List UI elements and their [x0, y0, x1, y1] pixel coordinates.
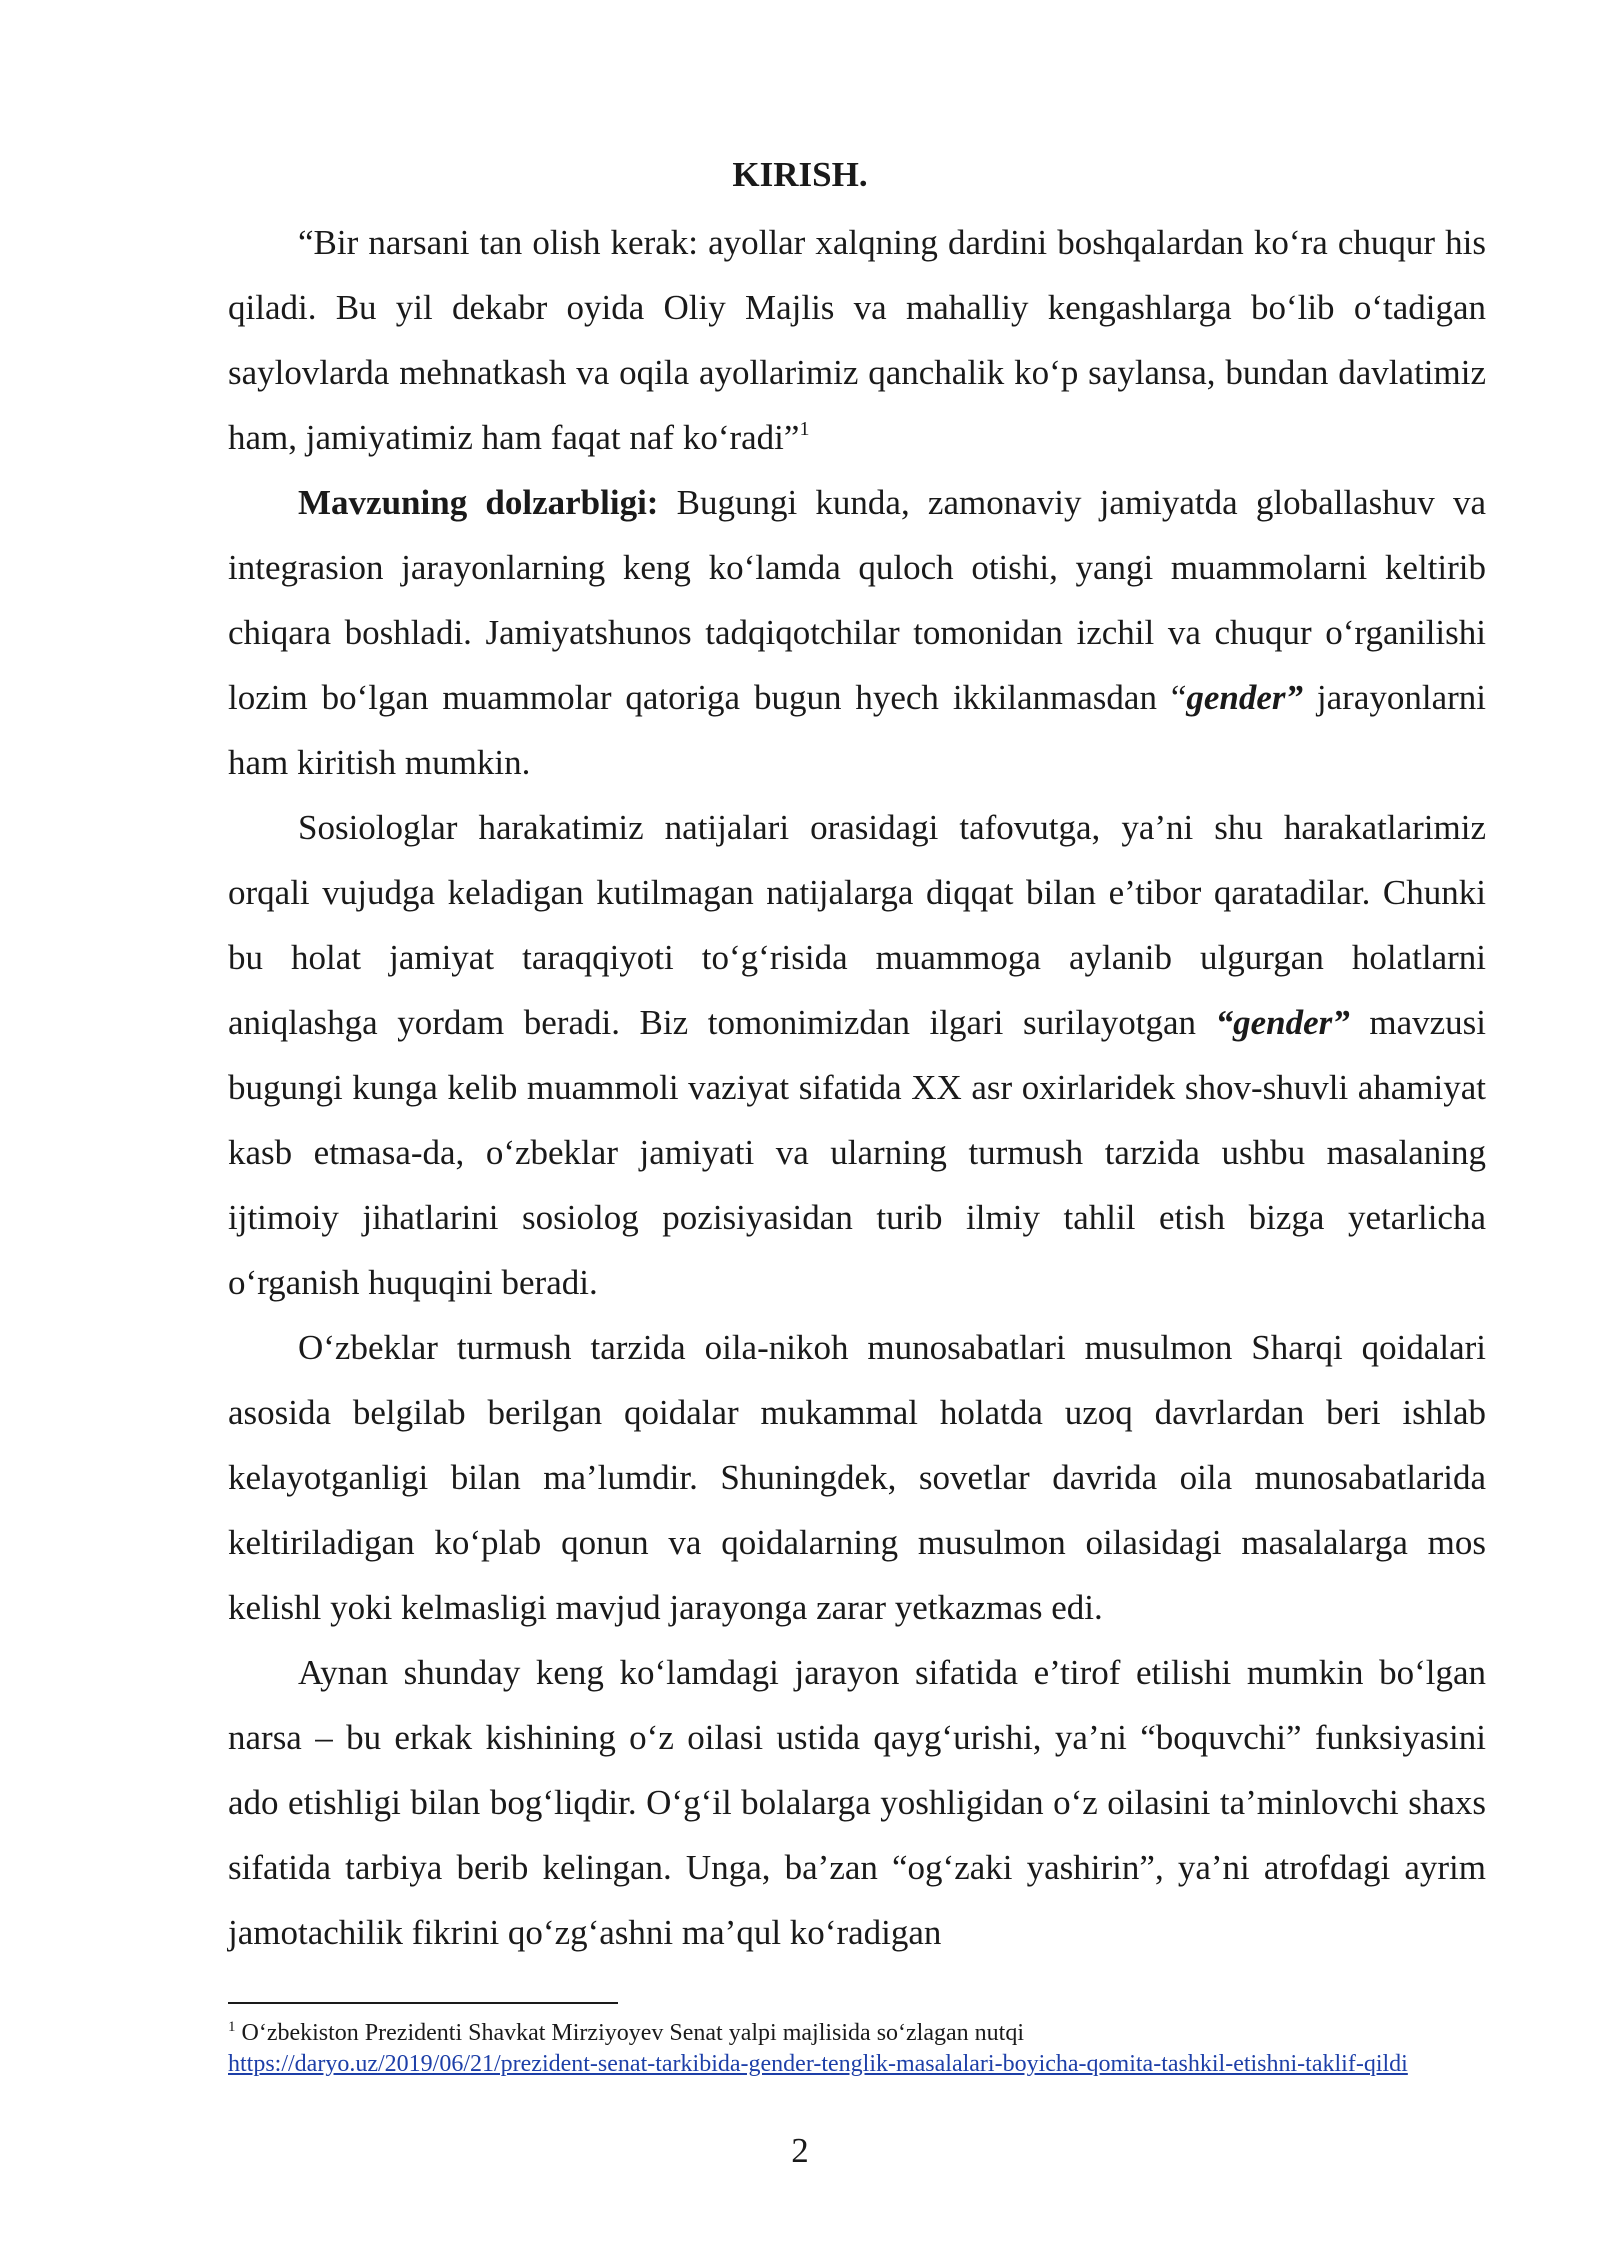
paragraph-relevance	[228, 470, 1486, 795]
quote-text: “Bir narsani tan olish kerak: ayollar xalqning dardini boshqalardan koʻra chuqur his qiladi. Bu yil dekabr oyida Oliy Majlis va mahalliy kengashlarga boʻlib oʻtadigan saylovlarda mehnatkash va oqila ayollarimiz qanchalik koʻp saylansa, bundan davlatimiz ham, jamiyatimiz ham faqat naf koʻradi”	[228, 223, 1486, 457]
section-title: KIRISH.	[732, 155, 868, 194]
paragraph-family-relations: Oʻzbeklar turmush tarzida oila-nikoh munosabatlari musulmon Sharqi qoidalari asosida belgilab berilgan qoidalar mukammal holatda uzoq davrlardan beri ishlab kelayotganligi bilan ma’lumdir. Shuningdek, sovetlar davrida oila munosabatlarida keltiriladigan koʻplab qonun va qoidalarning musulmon oilasidagi masalalarga mos kelishl yoki kelmasligi mavjud jarayonga zarar yetkazmas edi.	[228, 1328, 1486, 1627]
footnote-marker: 1	[228, 2019, 236, 2035]
footnote-reference[interactable]: 1	[799, 418, 810, 440]
footnote-link[interactable]: https://daryo.uz/2019/06/21/prezident-senat-tarkibida-gender-tenglik-masalalari-boyicha-qomita-tashkil-etishni-taklif-qildi	[228, 2051, 1408, 2077]
footnote-divider	[228, 2002, 618, 2004]
relevance-text-b: jarayonlarni ham kiritish mumkin.	[228, 678, 1487, 782]
paragraph-sociologists	[228, 795, 1486, 1315]
sociologists-text-a: Sosiologlar harakatimiz natijalari orasidagi tafovutga, ya’ni shu harakatlarimiz orqali vujudga keladigan kutilmagan natijalarga diqqat bilan e’tibor qaratadilar. Chunki bu holat jamiyat taraqqiyoti toʻgʻrisida muammoga aylanib ulgurgan holatlarni aniqlashga yordam beradi. Biz tomonimizdan ilgari surilayotgan	[228, 808, 1486, 1042]
footnote	[228, 2018, 1486, 2080]
gender-term: gender”	[1186, 678, 1304, 717]
sociologists-text-b: mavzusi bugungi kunga kelib muammoli vaziyat sifatida XX asr oxirlaridek shov-shuvli ahamiyat kasb etmasa-da, oʻzbeklar jamiyati va ularning turmush tarzida ushbu masalaning ijtimoiy jihatlarini sosiolog pozisiyasidan turib ilmiy tahlil etish bizga yetarlicha oʻrganish huquqini beradi.	[228, 1003, 1486, 1302]
body-text	[228, 210, 1486, 1965]
paragraph-breadwinner: Aynan shunday keng koʻlamdagi jarayon sifatida e’tirof etilishi mumkin boʻlgan narsa – bu erkak kishining oʻz oilasi ustida qaygʻurishi, ya’ni “boquvchi” funksiyasini ado etishligi bilan bogʻliqdir. Oʻgʻil bolalarga yoshligidan oʻz oilasini ta’minlovchi shaxs sifatida tarbiya berib kelingan. Unga, ba’zan “ogʻzaki yashirin”, ya’ni atrofdagi ayrim jamotachilik fikrini qoʻzgʻashni ma’qul koʻradigan	[228, 1653, 1486, 1952]
page-number: 2	[791, 2131, 809, 2170]
relevance-text-a: Bugungi kunda, zamonaviy jamiyatda globallashuv va integrasion jarayonlarning keng koʻlamda quloch otishi, yangi muammolarni keltirib chiqara boshladi. Jamiyatshunos tadqiqotchilar tomonidan izchil va chuqur oʻrganilishi lozim boʻlgan muammolar qatoriga bugun hyech ikkilanmasdan “	[228, 483, 1486, 717]
relevance-heading: Mavzuning dolzarbligi:	[298, 483, 659, 522]
paragraph-quote	[228, 210, 1486, 470]
footnote-text: Oʻzbekiston Prezidenti Shavkat Mirziyoyev Senat yalpi majlisida soʻzlagan nutqi	[235, 2020, 1024, 2046]
gender-term: “gender”	[1215, 1003, 1350, 1042]
